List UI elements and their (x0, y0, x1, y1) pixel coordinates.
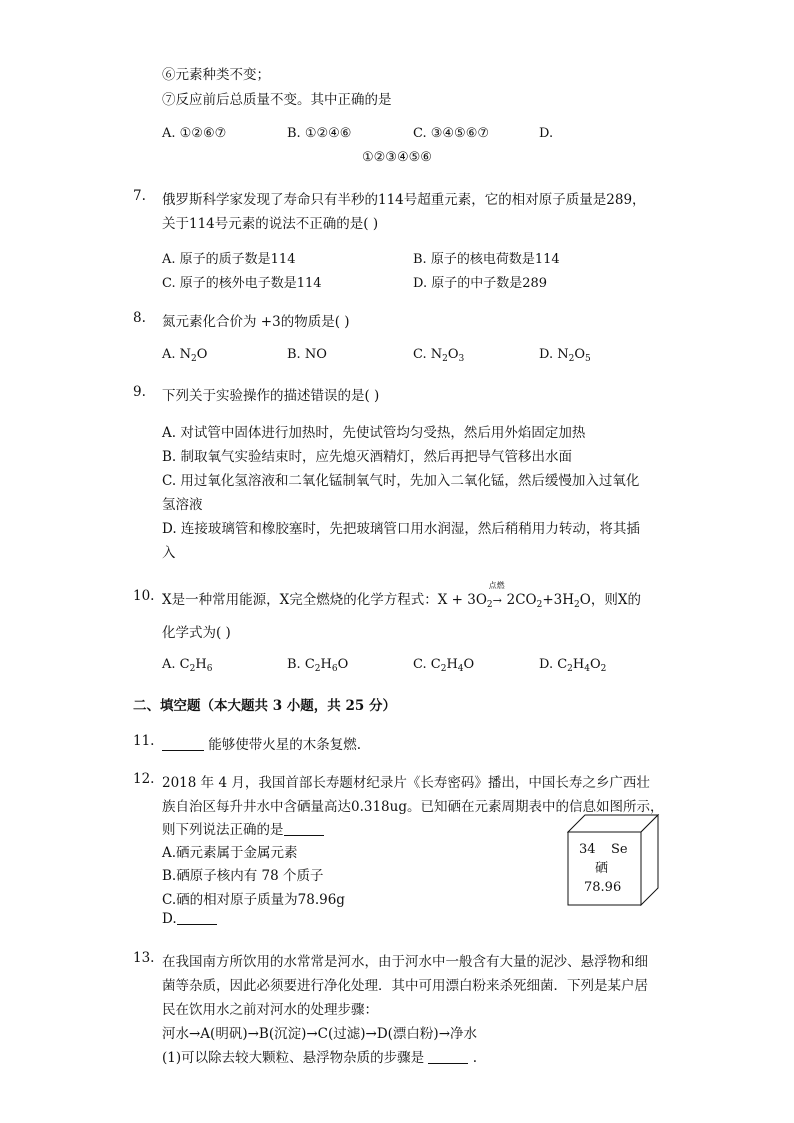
option-a: A. $N_2O$ (162, 347, 208, 364)
question-text: 氮元素化合价为 +3的物质是( ) (162, 314, 350, 330)
atomic-mass: 78.96 (584, 880, 622, 895)
option-d: D. $C_2H_4O_2$ (539, 657, 607, 674)
option-d: D. 连接玻璃管和橡胶塞时，先把玻璃管口用水润湿，然后稍稍用力转动，将其插 (162, 521, 640, 537)
question-text: 关于114号元素的说法不正确的是( ) (162, 216, 379, 232)
statement-7: ⑦反应前后总质量不变。其中正确的是 (162, 92, 392, 108)
option-b: B.硒原子核内有 78 个质子 (162, 868, 324, 884)
statement-6: ⑥元素种类不变； (162, 67, 270, 83)
question-number: 12. (133, 771, 155, 787)
option-a: A.硒元素属于金属元素 (162, 845, 298, 861)
question-text: 俄罗斯科学家发现了寿命只有半秒的114号超重元素，它的相对原子质量是289， (162, 192, 646, 208)
process-chain: 河水→A(明矾)→B(沉淀)→C(过滤)→D(漂白粉)→净水 (162, 1026, 478, 1042)
question-text: 在我国南方所饮用的水常常是河水，由于河水中一般含有大量的泥沙、悬浮物和细 (162, 954, 648, 970)
question-text: 下列关于实验操作的描述错误的是( ) (162, 388, 380, 404)
question-text: 能够使带火星的木条复燃. (162, 733, 361, 753)
option-a: A. $C_2H_6$ (162, 657, 213, 674)
question-text: 2018 年 4 月，我国首部长寿题材纪录片《长寿密码》播出，中国长寿之乡广西壮 (162, 775, 650, 791)
option-b: B. NO (287, 347, 327, 362)
question-number: 13. (133, 950, 155, 966)
option-d: D. $N_2O_5$ (539, 347, 591, 364)
element-name: 硒 (595, 861, 609, 876)
element-symbol: Se (611, 842, 628, 857)
answer-blank[interactable] (284, 823, 324, 836)
question-text: 族自治区每升井水中含硒量高达0.318ug。已知硒在元素周期表中的信息如图所示， (162, 799, 664, 815)
option-c: C. 原子的核外电子数是114 (162, 276, 322, 291)
option-b: B. 原子的核电荷数是114 (413, 252, 560, 267)
option-d-cont: 入 (162, 545, 176, 561)
option-b: B. 制取氧气实验结束时，应先熄灭酒精灯，然后再把导气管移出水面 (162, 449, 573, 465)
question-text: X是一种常用能源，X完全燃烧的化学方程式：$X + 3O_2$ 点燃 → $2CO_2+3H_2O$，则X的 (162, 581, 641, 610)
question-text: 菌等杂质，因此必须要进行净化处理．其中可用漂白粉来杀死细菌．下列是某户居 (162, 978, 648, 994)
periodic-table-cell (567, 814, 661, 910)
question-number: 8. (133, 310, 146, 326)
option-c: C.硒的相对原子质量为78.96g (162, 892, 345, 908)
option-d: D. 原子的中子数是289 (413, 276, 548, 291)
reaction-condition: 点燃 (488, 581, 505, 590)
option-c: C. $N_2O_3$ (413, 347, 465, 364)
sub-question: (1)可以除去较大颗粒、悬浮物杂质的步骤是 . (162, 1050, 478, 1066)
option-d: D. (539, 126, 554, 141)
question-number: 9. (133, 384, 146, 400)
option-c: C. ③④⑤⑥⑦ (413, 126, 490, 141)
option-c: C. 用过氧化氢溶液和二氧化锰制氧气时，先加入二氧化锰，然后缓慢加入过氧化 (162, 473, 640, 489)
option-a: A. 原子的质子数是114 (162, 252, 296, 267)
option-a: A. 对试管中固体进行加热时，先使试管均匀受热，然后用外焰固定加热 (162, 425, 586, 441)
option-b: B. ①②④⑥ (287, 126, 352, 141)
question-number: 7. (133, 188, 146, 204)
option-c: C. $C_2H_4O$ (413, 657, 475, 674)
answer-blank[interactable] (177, 912, 217, 925)
option-d: D. (162, 911, 217, 927)
option-a: A. ①②⑥⑦ (162, 126, 227, 141)
question-number: 10. (133, 588, 155, 604)
atomic-number: 34 (579, 842, 596, 857)
answer-blank[interactable] (162, 738, 204, 751)
answer-blank[interactable] (428, 1051, 468, 1064)
question-text: 则下列说法正确的是 (162, 818, 324, 838)
option-c-cont: 氢溶液 (162, 497, 203, 513)
question-number: 11. (133, 733, 155, 749)
question-text: 民在饮用水之前对河水的处理步骤： (162, 1002, 378, 1018)
question-text: 化学式为( ) (162, 625, 231, 641)
option-d-content: ①②③④⑤⑥ (362, 150, 432, 165)
option-b: B. $C_2H_6O$ (287, 657, 349, 674)
section-heading: 二、填空题（本大题共 3 小题，共 25 分） (133, 698, 396, 714)
